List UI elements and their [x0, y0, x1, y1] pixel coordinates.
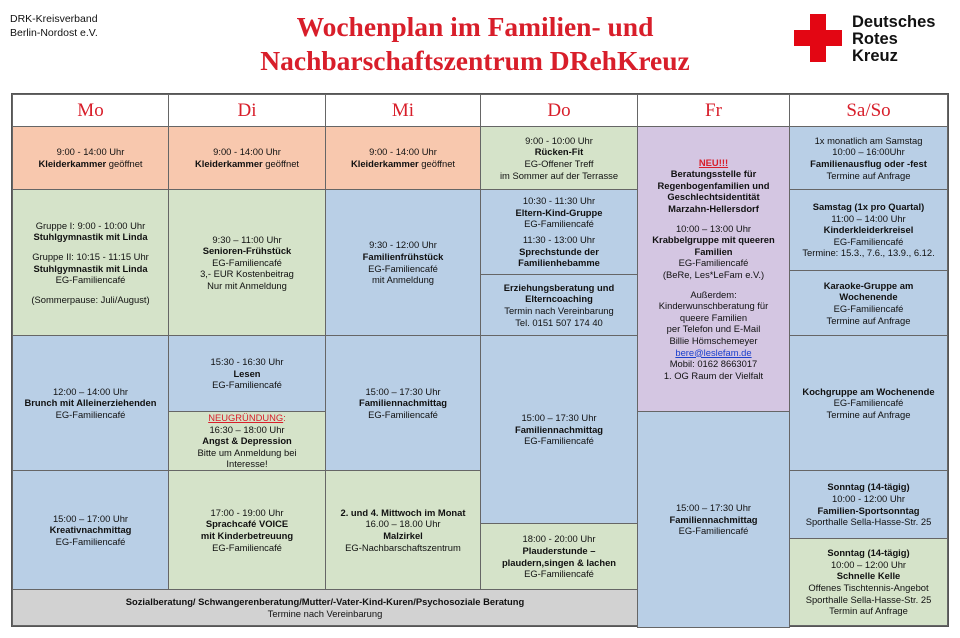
day-header-fr: Fr [637, 94, 790, 127]
di-kleiderkammer: 9:00 - 14:00 Uhr Kleiderkammer geöffnet [168, 126, 326, 190]
fr-beratungsstelle: NEU!!! Beratungsstelle für Regenbogenfamilien und Geschlechtsidentität Marzahn-Hellersdorf 10:00 – 13:00 Uhr Krabbelgruppe mit queeren Familien EG-Familiencafé (BeRe, Les*LeFam e.V.) Außerdem: Kinderwunschberatung für queere Familien per Telefon und E-Mail Billie Hömschemeyer bere@leslefam.de Mobil: 0162 8663017 1. OG Raum der Vielfalt [637, 126, 790, 412]
do-eltern-kind-gruppe: 10:30 - 11:30 Uhr Eltern-Kind-Gruppe EG-Familiencafé 11:30 - 13:00 Uhr Sprechstunde der Familienhebamme [480, 189, 638, 275]
day-header-mi: Mi [325, 94, 481, 127]
email-link[interactable]: bere@leslefam.de [675, 346, 752, 358]
di-sprachcafe: 17:00 - 19:00 Uhr Sprachcafé VOICE mit Kinderbetreuung EG-Familiencafé [168, 470, 326, 590]
red-cross-icon [794, 14, 842, 62]
di-lesen: 15:30 - 16:30 Uhr Lesen EG-Familiencafé [168, 335, 326, 412]
day-header-do: Do [480, 94, 638, 127]
sozialberatung-row: Sozialberatung/ Schwangerenberatung/Mutter/-Vater-Kind-Kuren/Psychosoziale Beratung Termine nach Vereinbarung [12, 589, 638, 626]
mo-stuhlgymnastik: Gruppe I: 9:00 - 10:00 Uhr Stuhlgymnastik mit Linda Gruppe II: 10:15 - 11:15 Uhr Stuhlgymnastik mit Linda EG-Familiencafé (Sommerpause: Juli/August) [12, 189, 169, 336]
mo-brunch: 12:00 – 14:00 Uhr Brunch mit Alleinerziehenden EG-Familiencafé [12, 335, 169, 471]
day-header-mo: Mo [12, 94, 169, 127]
do-ruecken-fit: 9:00 - 10:00 Uhr Rücken-Fit EG-Offener Treff im Sommer auf der Terrasse [480, 126, 638, 190]
title-line-2: Nachbarschaftszentrum DRehKreuz [260, 45, 690, 76]
do-familiennachmittag: 15:00 – 17:30 Uhr Familiennachmittag EG-Familiencafé [480, 335, 638, 524]
mo-kleiderkammer: 9:00 - 14:00 Uhr Kleiderkammer geöffnet [12, 126, 169, 190]
org-line-2: Berlin-Nordost e.V. [10, 27, 98, 39]
mi-kleiderkammer: 9:00 - 14:00 Uhr Kleiderkammer geöffnet [325, 126, 481, 190]
saso-familienausflug: 1x monatlich am Samstag 10:00 – 16:00Uhr Familienausflug oder -fest Termine auf Anfrage [789, 126, 948, 190]
saso-karaoke: Karaoke-Gruppe am Wochenende EG-Familiencafé Termine auf Anfrage [789, 270, 948, 336]
organization-name [10, 12, 98, 40]
di-senioren-fruehstueck: 9:30 – 11:00 Uhr Senioren-Frühstück EG-Familiencafé 3,- EUR Kostenbeitrag Nur mit Anmeldung [168, 189, 326, 336]
saso-schnelle-kelle: Sonntag (14-tägig) 10:00 – 12:00 Uhr Schnelle Kelle Offenes Tischtennis-Angebot Sporthalle Sella-Hasse-Str. 25 Termin auf Anfrage [789, 538, 948, 626]
fr-familiennachmittag: 15:00 – 17:30 Uhr Familiennachmittag EG-Familiencafé [637, 411, 790, 628]
day-header-saso: Sa/So [789, 94, 948, 127]
di-angst-depression: NEUGRÜNDUNG: 16:30 – 18:00 Uhr Angst & Depression Bitte um Anmeldung bei Interesse! [168, 411, 326, 471]
do-plauderstunde: 18:00 - 20:00 Uhr Plauderstunde – plaudern,singen & lachen EG-Familiencafé [480, 523, 638, 590]
mi-familiennachmittag: 15:00 – 17:30 Uhr Familiennachmittag EG-Familiencafé [325, 335, 481, 471]
org-line-1: DRK-Kreisverband [10, 13, 98, 25]
weekly-schedule-table [11, 93, 949, 627]
saso-kinderkleiderkreisel: Samstag (1x pro Quartal) 11:00 – 14:00 Uhr Kinderkleiderkreisel EG-Familiencafé Termine: 15.3., 7.6., 13.9., 6.12. [789, 189, 948, 271]
saso-kochgruppe: Kochgruppe am Wochenende EG-Familiencafé Termine auf Anfrage [789, 335, 948, 471]
page-title [200, 10, 750, 78]
mi-malzirkel: 2. und 4. Mittwoch im Monat 16.00 – 18.00 Uhr Malzirkel EG-Nachbarschaftszentrum [325, 470, 481, 590]
logo-text: Deutsches Rotes Kreuz [852, 13, 936, 65]
mo-kreativnachmittag: 15:00 – 17:00 Uhr Kreativnachmittag EG-Familiencafé [12, 470, 169, 590]
title-line-1: Wochenplan im Familien- und [296, 11, 654, 42]
saso-familien-sportsonntag: Sonntag (14-tägig) 10:00 - 12:00 Uhr Familien-Sportsonntag Sporthalle Sella-Hasse-Str. 25 [789, 470, 948, 539]
mi-familienfruehstueck: 9:30 - 12:00 Uhr Familienfrühstück EG-Familiencafé mit Anmeldung [325, 189, 481, 336]
day-header-di: Di [168, 94, 326, 127]
do-erziehungsberatung: Erziehungsberatung und Elterncoaching Termin nach Vereinbarung Tel. 0151 507 174 40 [480, 274, 638, 336]
